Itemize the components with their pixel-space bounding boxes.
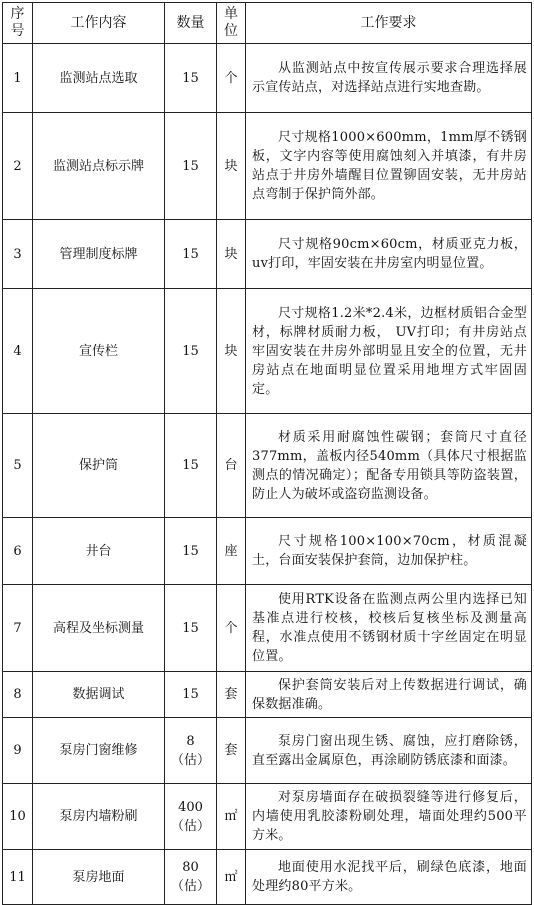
row-seq: 2 — [3, 113, 33, 220]
row-seq: 10 — [3, 784, 33, 850]
header-requirement: 工作要求 — [246, 3, 532, 44]
row-content: 监测站点选取 — [33, 44, 165, 113]
row-unit: 台 — [217, 414, 246, 518]
qty-estimate-note: （估） — [170, 879, 210, 894]
table-row — [3, 113, 532, 220]
table-row — [3, 718, 532, 784]
table-row — [3, 220, 532, 289]
row-qty: 15 — [165, 113, 217, 220]
row-unit: 套 — [217, 718, 246, 784]
row-content: 保护筒 — [33, 414, 165, 518]
row-content: 监测站点标示牌 — [33, 113, 165, 220]
row-requirement: 尺寸规格100×100×70cm，材质混凝土，台面安装保护套筒，边加保护柱。 — [246, 518, 532, 585]
row-seq: 8 — [3, 672, 33, 718]
row-seq: 6 — [3, 518, 33, 585]
table-row — [3, 850, 532, 905]
row-content: 宣传栏 — [33, 289, 165, 414]
row-unit: 块 — [217, 289, 246, 414]
work-table — [2, 2, 532, 905]
row-qty — [165, 784, 217, 850]
table-header-row — [3, 3, 532, 44]
table-row — [3, 289, 532, 414]
row-qty — [165, 850, 217, 905]
row-content: 泵房内墙粉刷 — [33, 784, 165, 850]
qty-value: 400 — [178, 799, 203, 815]
row-unit: 套 — [217, 672, 246, 718]
row-requirement: 尺寸规格1000×600mm，1mm厚不锈钢板，文字内容等使用腐蚀刻入并填漆，有井房站点于井房外墙醒目位置铆固安装，无井房站点弯制于保护筒外部。 — [246, 113, 532, 220]
row-requirement: 地面使用水泥找平后，刷绿色底漆，地面处理约80平方米。 — [246, 850, 532, 905]
qty-estimate-note: （估） — [170, 818, 210, 834]
row-content: 泵房地面 — [33, 850, 165, 905]
row-unit: ㎡ — [217, 850, 246, 905]
qty-value: 80 — [182, 860, 199, 875]
row-unit: 块 — [217, 113, 246, 220]
row-seq: 5 — [3, 414, 33, 518]
row-seq: 1 — [3, 44, 33, 113]
row-seq: 3 — [3, 220, 33, 289]
row-seq: 4 — [3, 289, 33, 414]
row-seq: 7 — [3, 585, 33, 672]
row-unit: 个 — [217, 44, 246, 113]
header-unit: 单 位 — [217, 3, 246, 44]
header-qty: 数量 — [165, 3, 217, 44]
row-content: 泵房门窗维修 — [33, 718, 165, 784]
table-row — [3, 672, 532, 718]
row-content: 管理制度标牌 — [33, 220, 165, 289]
row-content: 数据调试 — [33, 672, 165, 718]
row-content: 井台 — [33, 518, 165, 585]
row-seq: 11 — [3, 850, 33, 905]
row-requirement: 尺寸规格1.2米*2.4米，边框材质铝合金型材，标牌材质耐力板， UV打印；有井房站点牢固安装在井房外部明显且安全的位置，无井房站点在地面明显位置采用地埋方式牢固固定。 — [246, 289, 532, 414]
row-qty: 15 — [165, 44, 217, 113]
row-requirement: 从监测站点中按宣传展示要求合理选择展示宣传站点，对选择站点进行实地查勘。 — [246, 44, 532, 113]
row-requirement: 保护套筒安装后对上传数据进行调试，确保数据准确。 — [246, 672, 532, 718]
qty-value: 8 — [186, 733, 195, 749]
row-unit: 个 — [217, 585, 246, 672]
row-qty: 15 — [165, 672, 217, 718]
row-requirement: 泵房门窗出现生锈、腐蚀，应打磨除锈，直至露出金属原色，再涂刷防锈底漆和面漆。 — [246, 718, 532, 784]
header-content: 工作内容 — [33, 3, 165, 44]
table-row — [3, 784, 532, 850]
row-qty — [165, 718, 217, 784]
row-requirement: 尺寸规格90cm×60cm，材质亚克力板，uv打印，牢固安装在井房室内明显位置。 — [246, 220, 532, 289]
row-qty: 15 — [165, 289, 217, 414]
qty-estimate-note: （估） — [170, 752, 210, 768]
table-row — [3, 518, 532, 585]
row-requirement: 对泵房墙面存在破损裂缝等进行修复后，内墙使用乳胶漆粉刷处理，墙面处理约500平方米。 — [246, 784, 532, 850]
table-row — [3, 585, 532, 672]
row-seq: 9 — [3, 718, 33, 784]
row-unit: 座 — [217, 518, 246, 585]
table-row — [3, 44, 532, 113]
table-row — [3, 414, 532, 518]
row-unit: 块 — [217, 220, 246, 289]
row-qty: 15 — [165, 220, 217, 289]
row-qty: 15 — [165, 518, 217, 585]
row-qty: 15 — [165, 414, 217, 518]
row-requirement: 材质采用耐腐蚀性碳钢；套筒尺寸直径377mm，盖板内径540mm（具体尺寸根据监测点的情况确定）；配备专用锁具等防盗装置，防止人为破坏或盗窃监测设备。 — [246, 414, 532, 518]
row-unit: ㎡ — [217, 784, 246, 850]
row-qty: 15 — [165, 585, 217, 672]
row-content: 高程及坐标测量 — [33, 585, 165, 672]
header-seq: 序 号 — [3, 3, 33, 44]
row-requirement: 使用RTK设备在监测点两公里内选择已知基准点进行校核，校核后复核坐标及测量高程，水准点使用不锈钢材质十字丝固定在明显位置。 — [246, 585, 532, 672]
